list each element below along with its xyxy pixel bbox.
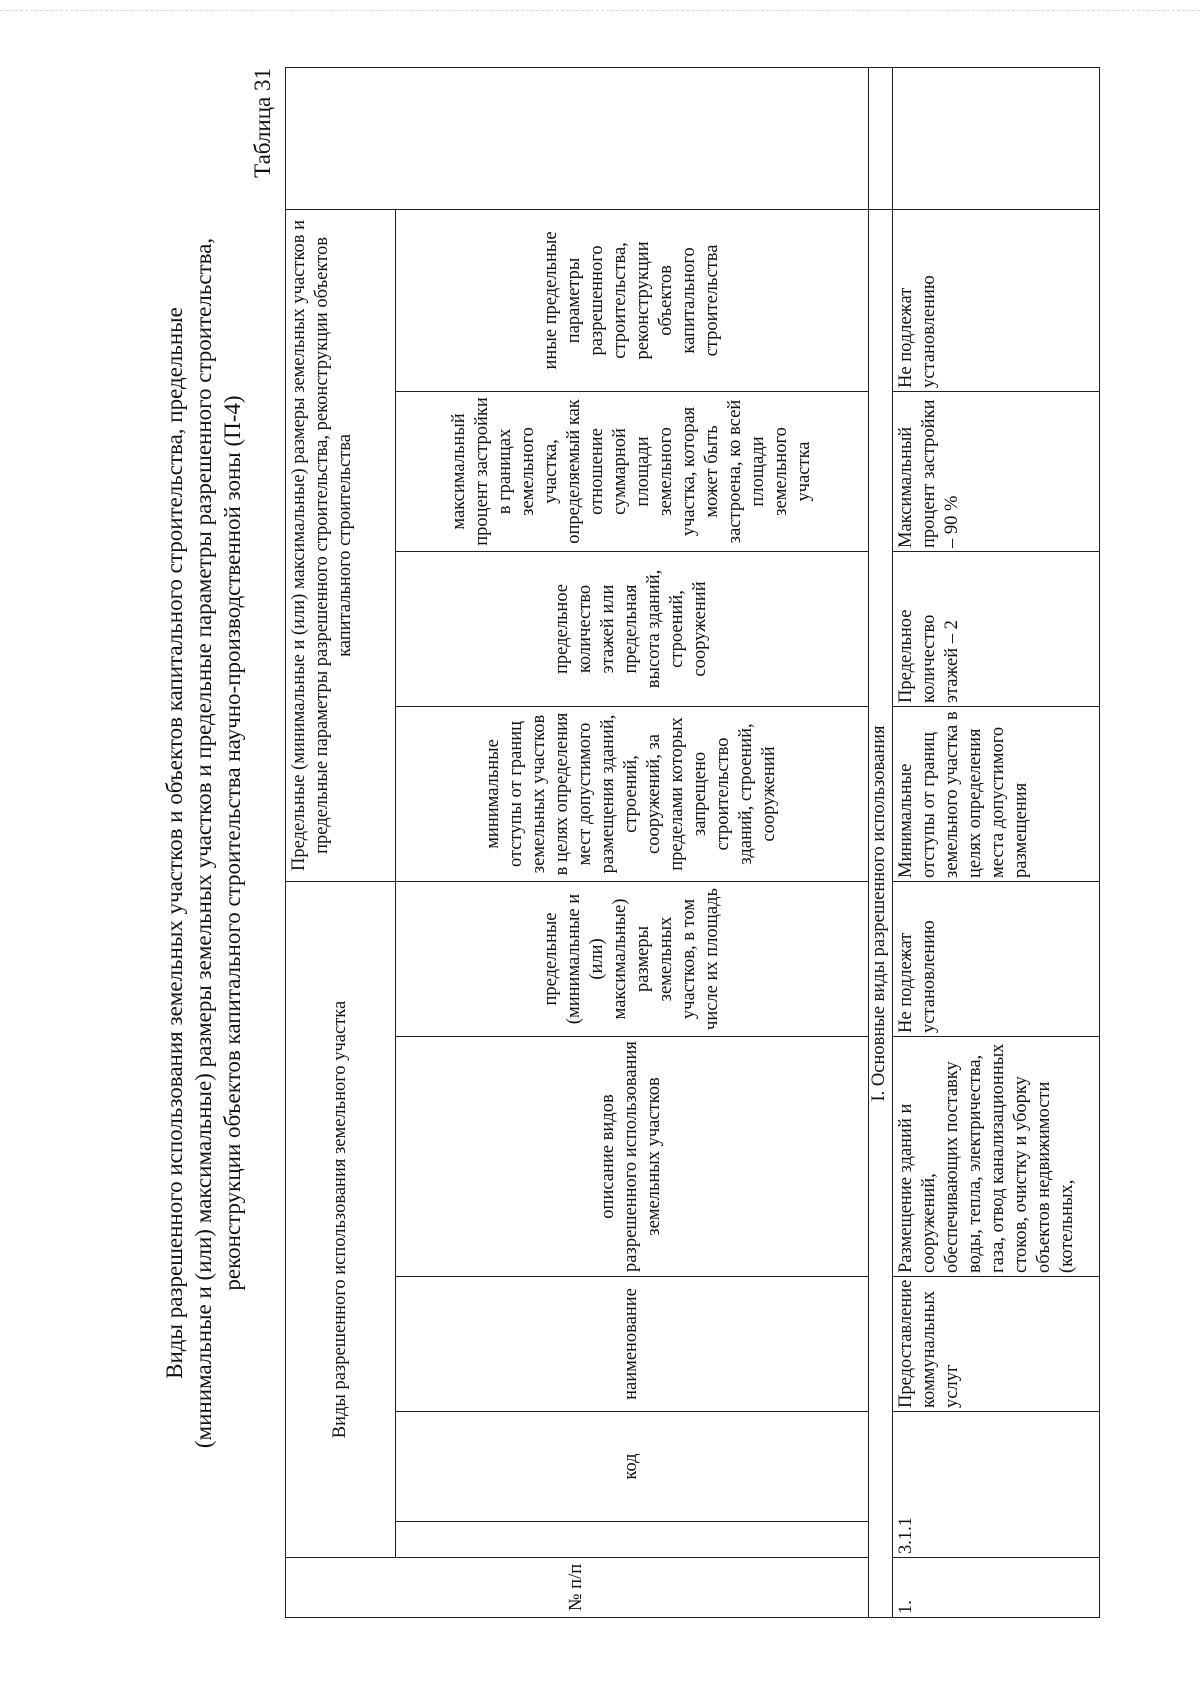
row-code: 3.1.1 bbox=[892, 1412, 1099, 1558]
section-title: I. Основные виды разрешенного использования bbox=[868, 209, 892, 1617]
row-description: Размещение зданий и сооружений, обеспечивающих поставку воды, тепла, электричества, газа, отвод канализационных стоков, очистку и уборку объектов недвижимости (котельных, bbox=[892, 1037, 1099, 1277]
header-name: наименование bbox=[395, 1277, 868, 1412]
table-row bbox=[892, 67, 1099, 1617]
row-other: Не подлежат установлению bbox=[892, 209, 1099, 391]
header-params-group: Предельные (минимальные и (или) максимальные) размеры земельных участков и предельные параметры разрешенного строительства, реконструкции объектов капитального строительства bbox=[286, 209, 396, 881]
document-title bbox=[160, 68, 247, 1618]
header-code-spacer bbox=[395, 1522, 868, 1558]
row-plot-size: Не подлежат установлению bbox=[892, 881, 1099, 1036]
rotated-document-page bbox=[140, 68, 1130, 1618]
header-num: № п/п bbox=[286, 1558, 869, 1618]
row-num: 1. bbox=[892, 1558, 1099, 1618]
title-line-1: Виды разрешенного использования земельных участков и объектов капитального строительства, предельные bbox=[162, 307, 187, 1379]
page-top-edge bbox=[0, 10, 1200, 11]
row-setbacks: Минимальные отступы от границ земельного участка в целях определения места допустимого размещения bbox=[892, 706, 1099, 881]
header-floors: предельное количество этажей или предельная высота зданий, строений, сооружений bbox=[395, 551, 868, 706]
header-description: описание видов разрешенного использования земельных участков bbox=[395, 1037, 868, 1277]
row-name: Предоставление коммунальных услуг bbox=[892, 1277, 1099, 1412]
header-code: код bbox=[395, 1412, 868, 1522]
row-coverage: Максимальный процент застройки – 90 % bbox=[892, 391, 1099, 551]
header-coverage: максимальный процент застройки в границах земельного участка, определяемый как отношение суммарной площади земельного участка, которая может быть застроена, ко всей площади земельного участка bbox=[395, 391, 868, 551]
title-line-3: реконструкции объектов капитального строительства научно-производственной зоны (П-4) bbox=[220, 395, 245, 1291]
section-empty bbox=[868, 67, 892, 209]
header-other: иные предельные параметры разрешенного строительства, реконструкции объектов капитального строительства bbox=[395, 209, 868, 391]
row-empty bbox=[892, 67, 1099, 209]
header-plot-size: предельные (минимальные и (или) максимальные) размеры земельных участков, в том числе их площадь bbox=[395, 881, 868, 1036]
row-floors: Предельное количество этажей – 2 bbox=[892, 551, 1099, 706]
header-empty bbox=[286, 67, 869, 209]
title-line-2: (минимальные и (или) максимальные) размеры земельных участков и предельные параметры разрешенного строительства, bbox=[191, 237, 216, 1449]
header-vri-group: Виды разрешенного использования земельного участка bbox=[286, 881, 396, 1557]
zoning-table bbox=[285, 67, 1100, 1618]
table-number: Таблица 31 bbox=[250, 68, 275, 178]
header-setbacks: минимальные отступы от границ земельных участков в целях определения мест допустимого размещения зданий, строений, сооружений, за пределами которых запрещено строительство зданий, строений, сооружений bbox=[395, 706, 868, 881]
